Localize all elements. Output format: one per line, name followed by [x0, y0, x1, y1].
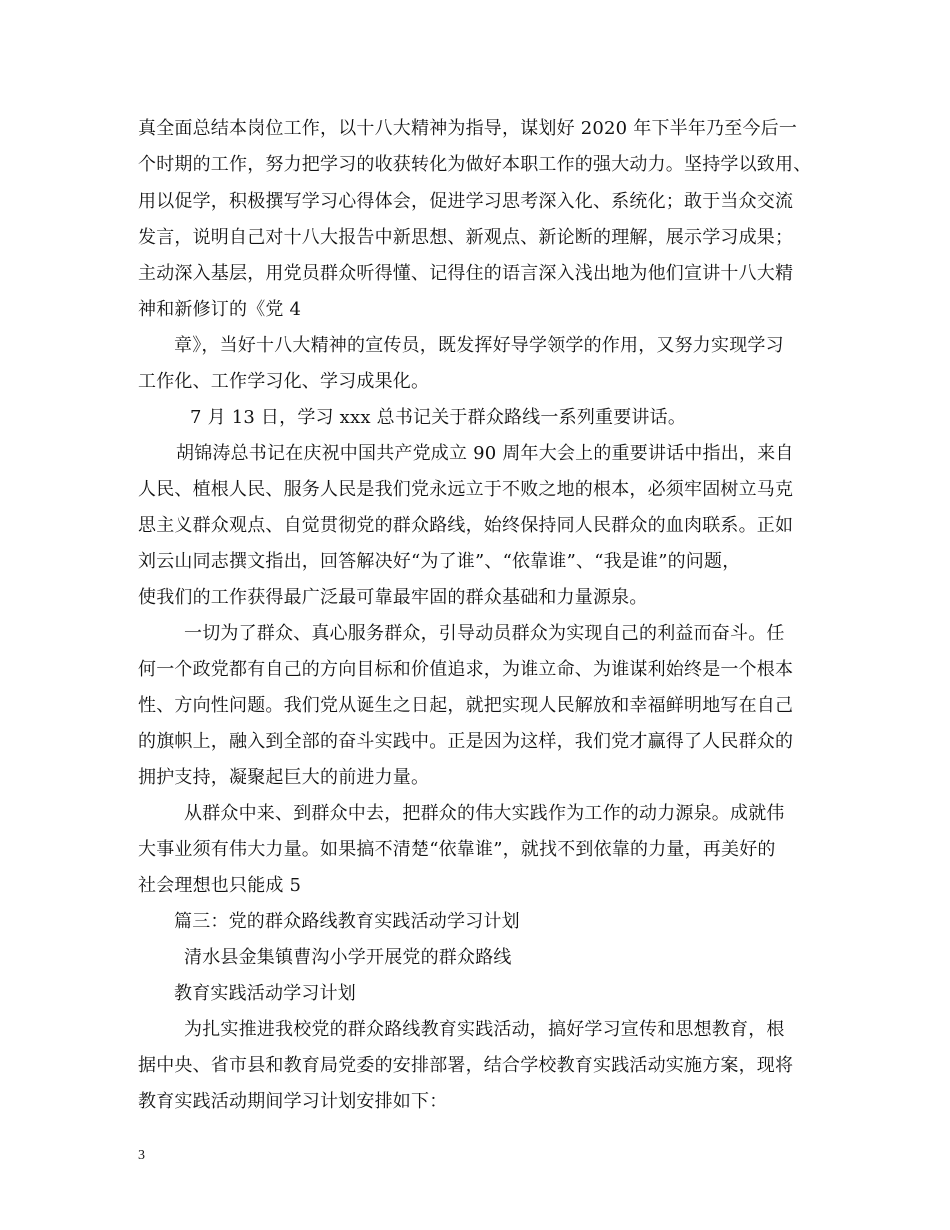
text-line: 从群众中来、到群众中去，把群众的伟大实践作为工作的动力源泉。成就伟	[184, 803, 785, 824]
text-line: 发言，说明自己对十八大报告中新思想、新观点、新论断的理解，展示学习成果；	[138, 227, 794, 248]
text-line: 的旗帜上，融入到全部的奋斗实践中。正是因为这样，我们党才赢得了人民群众的	[138, 731, 794, 752]
text-line: 思主义群众观点、自觉贯彻党的群众路线，始终保持同人民群众的血肉联系。正如	[138, 515, 794, 536]
text-line: 大事业须有伟大力量。如果搞不清楚“依靠谁”，就找不到依靠的力量，再美好的	[138, 839, 776, 860]
text-line: 据中央、省市县和教育局党委的安排部署，结合学校教育实践活动实施方案，现将	[138, 1055, 794, 1076]
text-line: 用以促学，积极撰写学习心得体会，促进学习思考深入化、系统化；敢于当众交流	[138, 191, 794, 212]
text-line: 教育实践活动期间学习计划安排如下：	[138, 1091, 448, 1112]
text-line: 拥护支持，凝聚起巨大的前进力量。	[138, 767, 430, 788]
text-line: 使我们的工作获得最广泛最可靠最牢固的群众基础和力量源泉。	[138, 587, 648, 608]
text-line: 真全面总结本岗位工作，以十八大精神为指导，谋划好 2020 年下半年乃至今后一	[138, 118, 798, 139]
text-line: 工作化、工作学习化、学习成果化。	[138, 371, 430, 392]
section-heading: 篇三：党的群众路线教育实践活动学习计划	[174, 911, 520, 932]
text-line: 神和新修订的《党 4	[138, 299, 302, 320]
text-line: 胡锦涛总书记在庆祝中国共产党成立 90 周年大会上的重要讲话中指出，来自	[176, 443, 794, 464]
text-line: 章》，当好十八大精神的宣传员，既发挥好导学领学的作用，又努力实现学习	[174, 335, 784, 356]
text-line: 社会理想也只能成 5	[138, 875, 302, 896]
page-number: 3	[138, 1148, 145, 1163]
text-line: 刘云山同志撰文指出，回答解决好“为了谁”、“依靠谁”、“我是谁”的问题，	[138, 551, 741, 572]
text-line: 一切为了群众、真心服务群众，引导动员群众为实现自己的利益而奋斗。任	[184, 623, 785, 644]
section-subtitle: 教育实践活动学习计划	[174, 983, 356, 1004]
text-line: 人民、植根人民、服务人民是我们党永远立于不败之地的根本，必须牢固树立马克	[138, 479, 794, 500]
text-line: 个时期的工作，努力把学习的收获转化为做好本职工作的强大动力。坚持学以致用、	[138, 154, 812, 175]
text-line: 何一个政党都有自己的方向目标和价值追求，为谁立命、为谁谋利始终是一个根本	[138, 659, 794, 680]
text-line: 性、方向性问题。我们党从诞生之日起，就把实现人民解放和幸福鲜明地写在自己	[138, 695, 794, 716]
text-line: 主动深入基层，用党员群众听得懂、记得住的语言深入浅出地为他们宣讲十八大精	[138, 263, 794, 284]
text-line: 7 月 13 日，学习 xxx 总书记关于群众路线一系列重要讲话。	[190, 407, 687, 428]
section-subtitle: 清水县金集镇曹沟小学开展党的群众路线	[184, 947, 512, 968]
text-line: 为扎实推进我校党的群众路线教育实践活动，搞好学习宣传和思想教育，根	[184, 1019, 785, 1040]
